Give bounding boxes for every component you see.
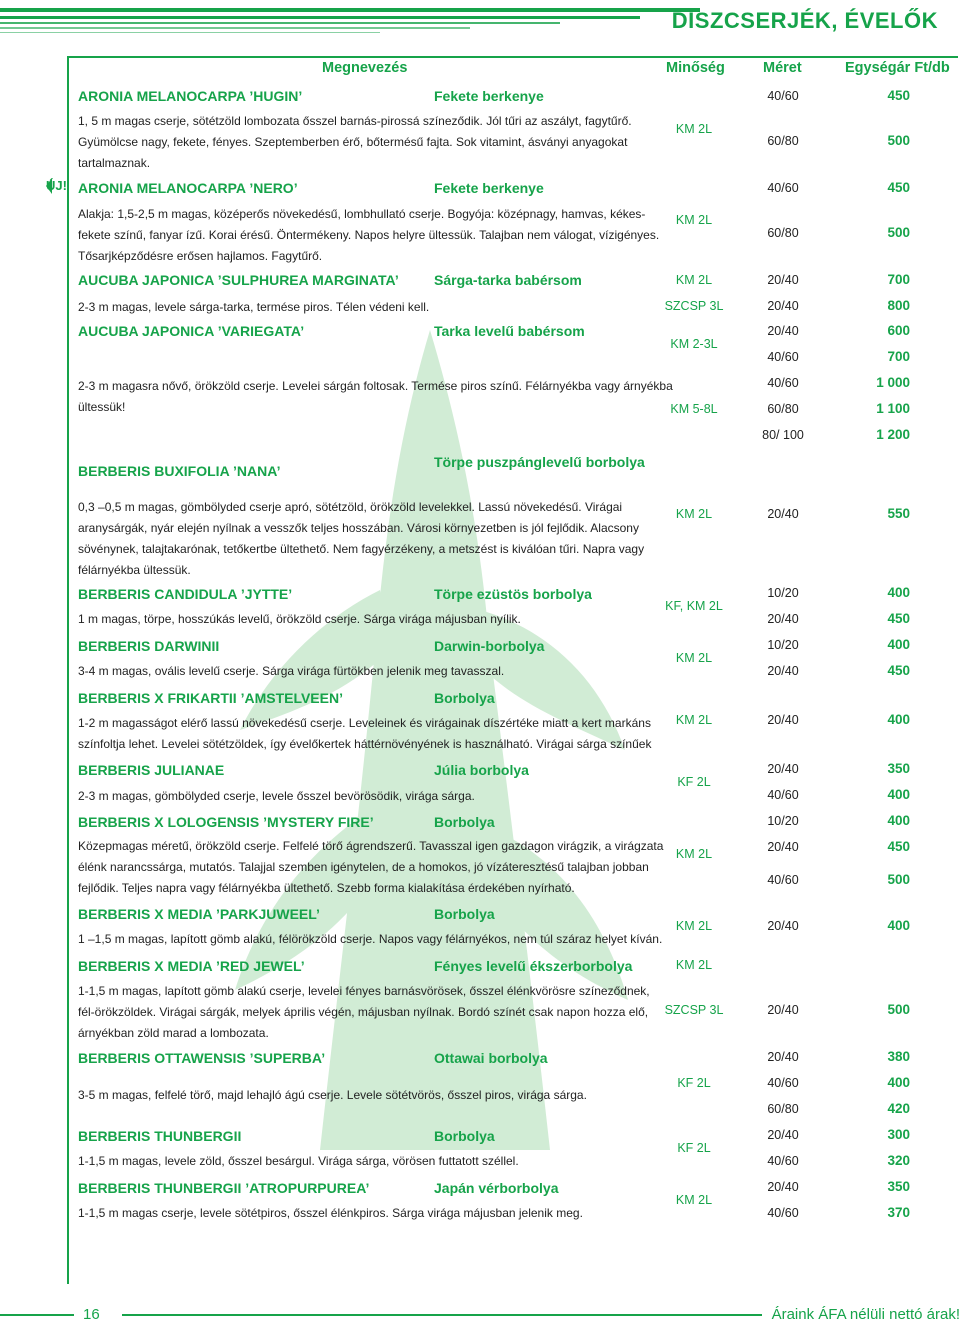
size: 20/40 (767, 1128, 799, 1142)
product-name: BERBERIS THUNBERGII ’ATROPURPUREA’ (78, 1180, 370, 1196)
size: 40/60 (767, 873, 799, 887)
product-description: 3-5 m magas, felfelé törő, majd lehajló ágú cserje. Levele sötétvörös, ősszel piros, virága sárga. (78, 1088, 587, 1102)
price: 350 (887, 761, 910, 776)
product-description: Alakja: 1,5-2,5 m magas, középerős növekedésű, lombhullató cserje. Bogyója: középnagy, hamvas, kékes- fekete színű, fanyar ízű. Korai érésű. Öntermékeny. Napos helyre ültessük. Talajban nem válogat, vízigényes. Tősarjképződésre erősen hajlamos. Fagytűrő. (78, 207, 660, 263)
size: 40/60 (767, 788, 799, 802)
product-common-name: Darwin-borbolya (434, 638, 545, 654)
size: 40/60 (767, 350, 799, 364)
product-name: BERBERIS X FRIKARTII ’AMSTELVEEN’ (78, 690, 343, 706)
price: 550 (887, 506, 910, 521)
product-name: BERBERIS BUXIFOLIA ’NANA’ (78, 463, 281, 479)
price: 380 (887, 1049, 910, 1064)
size: 20/40 (767, 664, 799, 678)
product-common-name: Törpe puszpánglevelű borbolya (434, 454, 645, 470)
new-badge: ÚJ! (46, 178, 67, 193)
product-common-name: Fekete berkenye (434, 88, 544, 104)
product-name: BERBERIS OTTAWENSIS ’SUPERBA’ (78, 1050, 326, 1066)
page-title: DÍSZCSERJÉK, ÉVELŐK (671, 8, 938, 33)
size: 20/40 (767, 1003, 799, 1017)
product-description: 1-1,5 m magas cserje, levele sötétpiros, ősszel élénkpiros. Sárga virága májusban jelenik meg. (78, 1206, 583, 1220)
price: 450 (887, 88, 910, 103)
price: 400 (887, 813, 910, 828)
size: 20/40 (767, 273, 799, 287)
size: 20/40 (767, 840, 799, 854)
column-header-price: Egységár Ft/db (845, 60, 950, 76)
product-description: 1 m magas, törpe, hosszúkás levelű, örökzöld cserje. Sárga virága májusban nyílik. (78, 612, 521, 626)
size: 20/40 (767, 507, 799, 521)
price: 700 (887, 349, 910, 364)
page-number: 16 (83, 1306, 100, 1323)
product-common-name: Borbolya (434, 1128, 495, 1144)
price: 600 (887, 323, 910, 338)
price: 350 (887, 1179, 910, 1194)
quality: KM 2L (675, 507, 713, 521)
size: 40/60 (767, 181, 799, 195)
product-common-name: Fekete berkenye (434, 180, 544, 196)
quality: KM 2L (675, 919, 713, 933)
size: 10/20 (767, 586, 799, 600)
size: 60/80 (767, 226, 799, 240)
size: 40/60 (767, 376, 799, 390)
price: 700 (887, 272, 910, 287)
quality: KF 2L (677, 1141, 711, 1155)
product-common-name: Ottawai borbolya (434, 1050, 548, 1066)
size: 80/ 100 (762, 428, 804, 442)
price: 1 000 (876, 375, 910, 390)
product-name: BERBERIS THUNBERGII (78, 1128, 242, 1144)
footer-line (0, 1314, 74, 1316)
product-description: 0,3 –0,5 m magas, gömbölyded cserje apró, sötétzöld, örökzöld levelekkel. Lassú növekedésű. Virágai aranysárgák, nyár elején nyílnak a vesszők teljes hosszában. Városi környezetben is jól fejlődik. Alacsony sövénynek, talajtakarónak, tetőkertbe ültethető. Nem fagyérzékeny, a metszést is kiválóan tűri. Napra vagy félárnyékba ültessük. (78, 500, 645, 577)
price: 500 (887, 1002, 910, 1017)
price: 450 (887, 611, 910, 626)
product-description: 2-3 m magas, levele sárga-tarka, termése piros. Télen védeni kell. (78, 300, 430, 314)
size: 40/60 (767, 1154, 799, 1168)
size: 20/40 (767, 762, 799, 776)
product-description: Közepmagas méretű, örökzöld cserje. Felfelé törő ágrendszerű. Tavasszal igen gazdagon virágzik, a virágzata élénk narancssárga, mutatós. Talajjal szemben igénytelen, de a homokos, jó vízáteresztésű talajban jobban fejlődik. Teljes napra vagy félárnyékba ültethető. Szebb forma kialakítása érdekében nyírható. (78, 839, 664, 895)
size: 20/40 (767, 324, 799, 338)
product-description: 1 –1,5 m magas, lapított gömb alakú, félörökzöld cserje. Napos vagy félárnyékos, nem túl száraz helyet kíván. (78, 932, 663, 946)
product-name: BERBERIS X MEDIA ’PARKJUWEEL’ (78, 906, 320, 922)
size: 20/40 (767, 919, 799, 933)
product-common-name: Borbolya (434, 814, 495, 830)
price: 400 (887, 918, 910, 933)
product-common-name: Sárga-tarka babérsom (434, 272, 582, 288)
product-common-name: Júlia borbolya (434, 762, 529, 778)
quality: SZCSP 3L (664, 299, 724, 313)
quality: KM 2L (675, 651, 713, 665)
product-common-name: Borbolya (434, 690, 495, 706)
product-description: 1-2 m magasságot elérő lassú növekedésű cserje. Leveleinek és virágainak díszértéke miatt a kert markáns színfoltja lehet. Levelei sötétzöldek, így évelőkertek háttérnövényének is használható. Virágai sárga színűek (78, 716, 652, 751)
size: 10/20 (767, 638, 799, 652)
size: 40/60 (767, 89, 799, 103)
size: 10/20 (767, 814, 799, 828)
product-name: AUCUBA JAPONICA ’VARIEGATA’ (78, 323, 305, 339)
size: 20/40 (767, 1180, 799, 1194)
price: 400 (887, 585, 910, 600)
price: 400 (887, 712, 910, 727)
quality: KM 2L (675, 122, 713, 136)
product-name: ARONIA MELANOCARPA ’HUGIN’ (78, 88, 303, 104)
size: 60/80 (767, 134, 799, 148)
product-description: 2-3 m magas, gömbölyded cserje, levele ősszel bevörösödik, virága sárga. (78, 789, 475, 803)
column-header-size: Méret (763, 60, 802, 76)
product-common-name: Tarka levelű babérsom (434, 323, 585, 339)
product-common-name: Törpe ezüstös borbolya (434, 586, 592, 602)
product-name: BERBERIS X LOLOGENSIS ’MYSTERY FIRE’ (78, 814, 374, 830)
quality: KM 2L (675, 958, 713, 972)
price: 370 (887, 1205, 910, 1220)
size: 20/40 (767, 1050, 799, 1064)
price: 1 100 (876, 401, 910, 416)
quality: KM 2L (675, 847, 713, 861)
price: 450 (887, 663, 910, 678)
quality: KM 2-3L (670, 337, 718, 351)
size: 20/40 (767, 713, 799, 727)
product-description: 1, 5 m magas cserje, sötétzöld lombozata ősszel barnás-pirossá színeződik. Jól tűri az aszályt, fagytűrő. Gyümölcse nagy, fekete, fényes. Szeptemberben érő, bőtermésű fajta. Sok vitamint, ásványi anyagokat tartalmaznak. (78, 114, 632, 170)
size: 20/40 (767, 299, 799, 313)
product-description: 1-1,5 m magas, lapított gömb alakú cserje, levelei fényes barnásvörösek, ősszel élénkvörösre színeződnek, fél-örökzöldek. Virágai sárgák, melyek április végén, májusban nyílnak. Bordó színét csak napon hozza elő, árnyékban zöld marad a lombozata. (78, 984, 650, 1040)
price: 500 (887, 225, 910, 240)
quality: SZCSP 3L (664, 1003, 724, 1017)
price: 1 200 (876, 427, 910, 442)
product-name: BERBERIS CANDIDULA ’JYTTE’ (78, 586, 293, 602)
price: 400 (887, 787, 910, 802)
quality: KM 5-8L (670, 402, 718, 416)
price: 300 (887, 1127, 910, 1142)
quality: KF 2L (677, 775, 711, 789)
product-description: 1-1,5 m magas, levele zöld, ősszel besárgul. Virága sárga, vörösen futtatott széllel. (78, 1154, 519, 1168)
quality: KF, KM 2L (665, 599, 723, 613)
size: 40/60 (767, 1206, 799, 1220)
size: 20/40 (767, 612, 799, 626)
quality: KM 2L (675, 1193, 713, 1207)
size: 40/60 (767, 1076, 799, 1090)
size: 60/80 (767, 402, 799, 416)
product-name: ARONIA MELANOCARPA ’NERO’ (78, 180, 298, 196)
product-name: BERBERIS DARWINII (78, 638, 220, 654)
footer-line (122, 1314, 762, 1316)
column-header-quality: Minőség (666, 60, 725, 76)
price: 450 (887, 839, 910, 854)
price: 420 (887, 1101, 910, 1116)
product-description: 3-4 m magas, ovális levelű cserje. Sárga virága fürtökben jelenik meg tavasszal. (78, 664, 505, 678)
price: 800 (887, 298, 910, 313)
product-common-name: Japán vérborbolya (434, 1180, 559, 1196)
price: 500 (887, 133, 910, 148)
column-header-name: Megnevezés (322, 60, 408, 76)
footer-note: Áraink ÁFA nélüli nettó árak! (771, 1306, 960, 1323)
quality: KF 2L (677, 1076, 711, 1090)
product-description: 2-3 m magasra nővő, örökzöld cserje. Levelei sárgán foltosak. Termése piros színű. Félárnyékba vagy árnyékba ültessük! (78, 379, 673, 414)
product-common-name: Fényes levelű ékszerborbolya (434, 958, 633, 974)
product-name: BERBERIS JULIANAE (78, 762, 225, 778)
price: 450 (887, 180, 910, 195)
price: 400 (887, 637, 910, 652)
quality: KM 2L (675, 213, 713, 227)
price: 500 (887, 872, 910, 887)
quality: KM 2L (675, 273, 713, 287)
size: 60/80 (767, 1102, 799, 1116)
price: 320 (887, 1153, 910, 1168)
product-name: BERBERIS X MEDIA ’RED JEWEL’ (78, 958, 305, 974)
product-common-name: Borbolya (434, 906, 495, 922)
quality: KM 2L (675, 713, 713, 727)
price: 400 (887, 1075, 910, 1090)
product-name: AUCUBA JAPONICA ’SULPHUREA MARGINATA’ (78, 272, 399, 288)
